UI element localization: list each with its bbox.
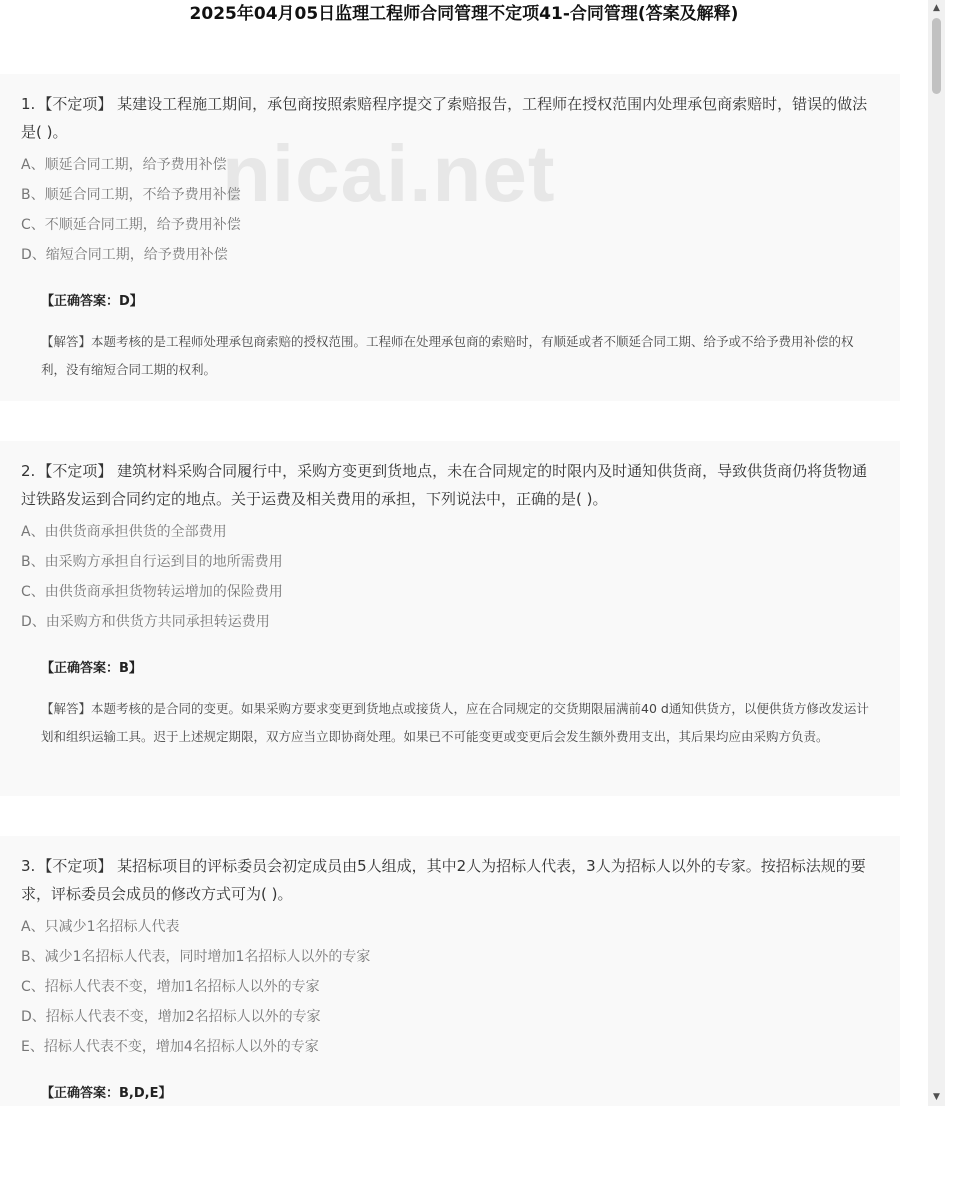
question-stem: 【不定项】 某建设工程施工期间，承包商按照索赔程序提交了索赔报告，工程师在授权范围内处理承包商索赔时，错误的做法是( )。 xyxy=(21,95,868,141)
option-list xyxy=(21,517,880,637)
question-number: 2. xyxy=(21,462,36,480)
option-c[interactable]: C、不顺延合同工期，给予费用补偿 xyxy=(21,217,241,233)
question-stem: 【不定项】 建筑材料采购合同履行中，采购方变更到货地点，未在合同规定的时限内及时通知供货商，导致供货商仍将货物通过铁路发运到合同约定的地点。关于运费及相关费用的承担，下列说法中，正确的是( )。 xyxy=(21,462,868,508)
question-card-2 xyxy=(0,441,900,796)
option-c[interactable]: C、由供货商承担货物转运增加的保险费用 xyxy=(21,584,283,600)
option-e[interactable]: E、招标人代表不变，增加4名招标人以外的专家 xyxy=(21,1039,319,1055)
question-card-3 xyxy=(0,836,900,1106)
question-card-1 xyxy=(0,74,900,401)
correct-answer: 【正确答案：B】 xyxy=(41,661,142,676)
correct-answer: 【正确答案：B,D,E】 xyxy=(41,1086,172,1101)
option-list xyxy=(21,912,880,1062)
watermark-logo: nicai.net xyxy=(222,129,556,218)
question-text xyxy=(21,852,880,908)
answer-explanation: 【解答】本题考核的是合同的变更。如果采购方要求变更到货地点或接货人，应在合同规定的交货期限届满前40 d通知供货方，以便供货方修改发运计划和组织运输工具。迟于上述规定期限，双方应当立即协商处理。如果已不可能变更或变更后会发生额外费用支出，其后果均应由采购方负责。 xyxy=(41,701,869,744)
option-a[interactable]: A、只减少1名招标人代表 xyxy=(21,919,180,935)
option-a[interactable]: A、由供货商承担供货的全部费用 xyxy=(21,524,227,540)
question-text xyxy=(21,90,880,146)
question-number: 3. xyxy=(21,857,36,875)
question-text xyxy=(21,457,880,513)
option-d[interactable]: D、由采购方和供货方共同承担转运费用 xyxy=(21,614,270,630)
scroll-thumb[interactable] xyxy=(932,18,941,94)
question-stem: 【不定项】 某招标项目的评标委员会初定成员由5人组成，其中2人为招标人代表，3人为招标人以外的专家。按招标法规的要求，评标委员会成员的修改方式可为( )。 xyxy=(21,857,866,903)
vertical-scrollbar[interactable] xyxy=(928,0,945,1106)
option-b[interactable]: B、顺延合同工期，不给予费用补偿 xyxy=(21,187,241,203)
option-c[interactable]: C、招标人代表不变，增加1名招标人以外的专家 xyxy=(21,979,320,995)
option-b[interactable]: B、减少1名招标人代表，同时增加1名招标人以外的专家 xyxy=(21,949,371,965)
correct-answer: 【正确答案：D】 xyxy=(41,294,143,309)
scroll-up-icon[interactable]: ▲ xyxy=(933,3,940,13)
option-a[interactable]: A、顺延合同工期，给予费用补偿 xyxy=(21,157,227,173)
option-b[interactable]: B、由采购方承担自行运到目的地所需费用 xyxy=(21,554,283,570)
option-d[interactable]: D、招标人代表不变，增加2名招标人以外的专家 xyxy=(21,1009,321,1025)
scroll-down-icon[interactable]: ▼ xyxy=(933,1092,940,1102)
answer-explanation: 【解答】本题考核的是工程师处理承包商索赔的授权范围。工程师在处理承包商的索赔时，有顺延或者不顺延合同工期、给予或不给予费用补偿的权利，没有缩短合同工期的权利。 xyxy=(41,334,854,377)
page-title: 2025年04月05日监理工程师合同管理不定项41-合同管理(答案及解释) xyxy=(189,4,739,24)
option-list xyxy=(21,150,880,270)
question-number: 1. xyxy=(21,95,36,113)
option-d[interactable]: D、缩短合同工期，给予费用补偿 xyxy=(21,247,228,263)
